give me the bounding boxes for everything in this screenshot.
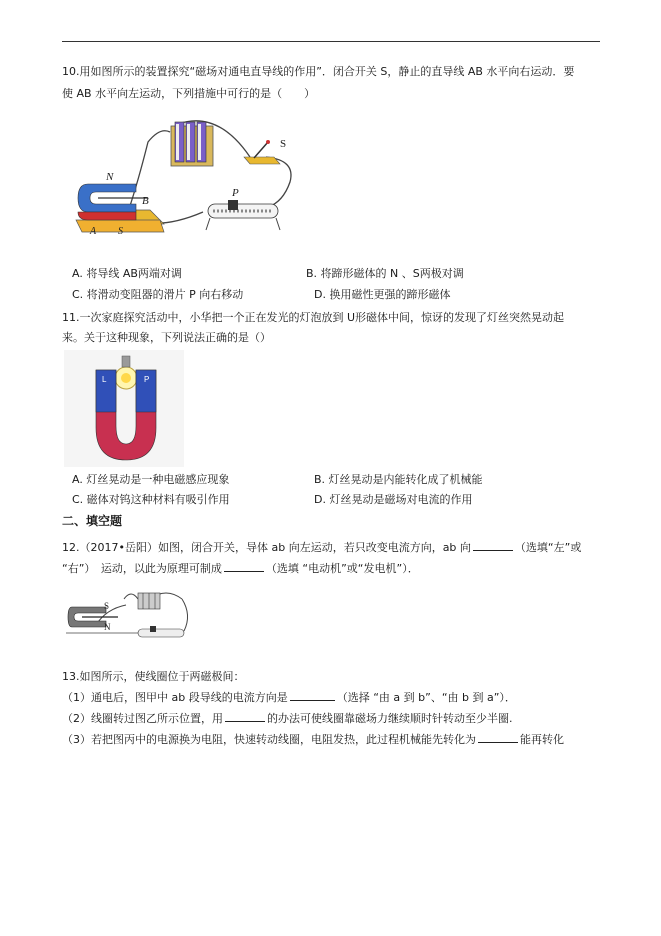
q13-part2-text-a: （2）线圈转过图乙所示位置，用 bbox=[62, 712, 223, 725]
q10-stem-line2: 使 AB 水平向左运动，下列措施中可行的是（ ） bbox=[62, 87, 316, 100]
q13-part3 bbox=[62, 732, 564, 748]
q13-stem: 13.如图所示，使线圈位于两磁极间： bbox=[62, 670, 245, 683]
label-n: N bbox=[106, 171, 114, 183]
q12-line2-text-a: “右”） 运动，以此为原理可制成 bbox=[62, 562, 222, 575]
q13-part1-text-b: （选择 “由 a 到 b”、“由 b 到 a”）． bbox=[336, 691, 516, 704]
q13-part1 bbox=[62, 690, 516, 706]
label-p: P bbox=[144, 375, 150, 384]
label-p: P bbox=[232, 187, 239, 199]
q11-stem-line1: 11.一次家庭探究活动中，小华把一个正在发光的灯泡放到 U形磁体中间，惊讶的发现了灯丝突然晃动起 bbox=[62, 311, 565, 324]
q12-line1 bbox=[62, 540, 581, 556]
q10-option-b[interactable]: B. 将蹄形磁体的 N 、S两极对调 bbox=[306, 267, 464, 280]
q12-line2 bbox=[62, 561, 419, 577]
q11-option-a[interactable]: A. 灯丝晃动是一种电磁感应现象 bbox=[72, 473, 230, 486]
q11-option-b[interactable]: B. 灯丝晃动是内能转化成了机械能 bbox=[314, 473, 483, 486]
q10-option-a[interactable]: A. 将导线 AB两端对调 bbox=[72, 267, 182, 280]
label-l: L bbox=[102, 375, 107, 384]
q10-stem-line1: 10.用如图所示的装置探究“磁场对通电直导线的作用”．闭合开关 S，静止的直导线 AB 水平向右运动．要 bbox=[62, 65, 575, 78]
q13-part1-text-a: （1）通电后，图甲中 ab 段导线的电流方向是 bbox=[62, 691, 288, 704]
label-a: A bbox=[90, 226, 97, 237]
q12-apparatus-figure bbox=[66, 585, 198, 647]
q11-stem-line2: 来。关于这种现象，下列说法正确的是（） bbox=[62, 331, 271, 344]
q11-bulb-magnet-figure bbox=[64, 350, 184, 467]
label-n: N bbox=[104, 622, 111, 632]
label-s-switch: S bbox=[280, 138, 287, 150]
header-rule bbox=[62, 41, 600, 42]
label-b: B bbox=[142, 195, 149, 207]
q13-blank-2[interactable] bbox=[225, 711, 265, 722]
q13-part2 bbox=[62, 711, 513, 727]
label-s: S bbox=[104, 601, 110, 611]
q12-blank-2[interactable] bbox=[224, 561, 264, 572]
q10-option-d[interactable]: D. 换用磁性更强的蹄形磁体 bbox=[314, 288, 451, 301]
q13-part3-text-a: （3）若把图丙中的电源换为电阻，快速转动线圈，电阻发热，此过程机械能先转化为 bbox=[62, 733, 476, 746]
q12-blank-1[interactable] bbox=[473, 540, 513, 551]
label-s-magnet: S bbox=[118, 226, 123, 237]
q13-blank-3[interactable] bbox=[478, 732, 518, 743]
q11-option-d[interactable]: D. 灯丝晃动是磁场对电流的作用 bbox=[314, 493, 473, 506]
q10-option-c[interactable]: C. 将滑动变阻器的滑片 P 向右移动 bbox=[72, 288, 244, 301]
q13-part2-text-b: 的办法可使线圈靠磁场力继续顺时针转动至少半圈. bbox=[267, 712, 513, 725]
section-title-fill-in: 二、填空题 bbox=[62, 514, 123, 528]
q12-line1-text-b: （选填“左”或 bbox=[514, 541, 582, 554]
q13-part3-text-b: 能再转化 bbox=[520, 733, 564, 746]
q10-apparatus-figure bbox=[68, 112, 300, 242]
q13-blank-1[interactable] bbox=[290, 690, 335, 701]
q12-line1-text-a: 12.（2017•岳阳）如图，闭合开关，导体 ab 向左运动，若只改变电流方向，ab 向 bbox=[62, 541, 471, 554]
q11-option-c[interactable]: C. 磁体对钨这种材料有吸引作用 bbox=[72, 493, 230, 506]
q12-line2-text-b: （选填 “电动机”或“发电机”）． bbox=[265, 562, 419, 575]
